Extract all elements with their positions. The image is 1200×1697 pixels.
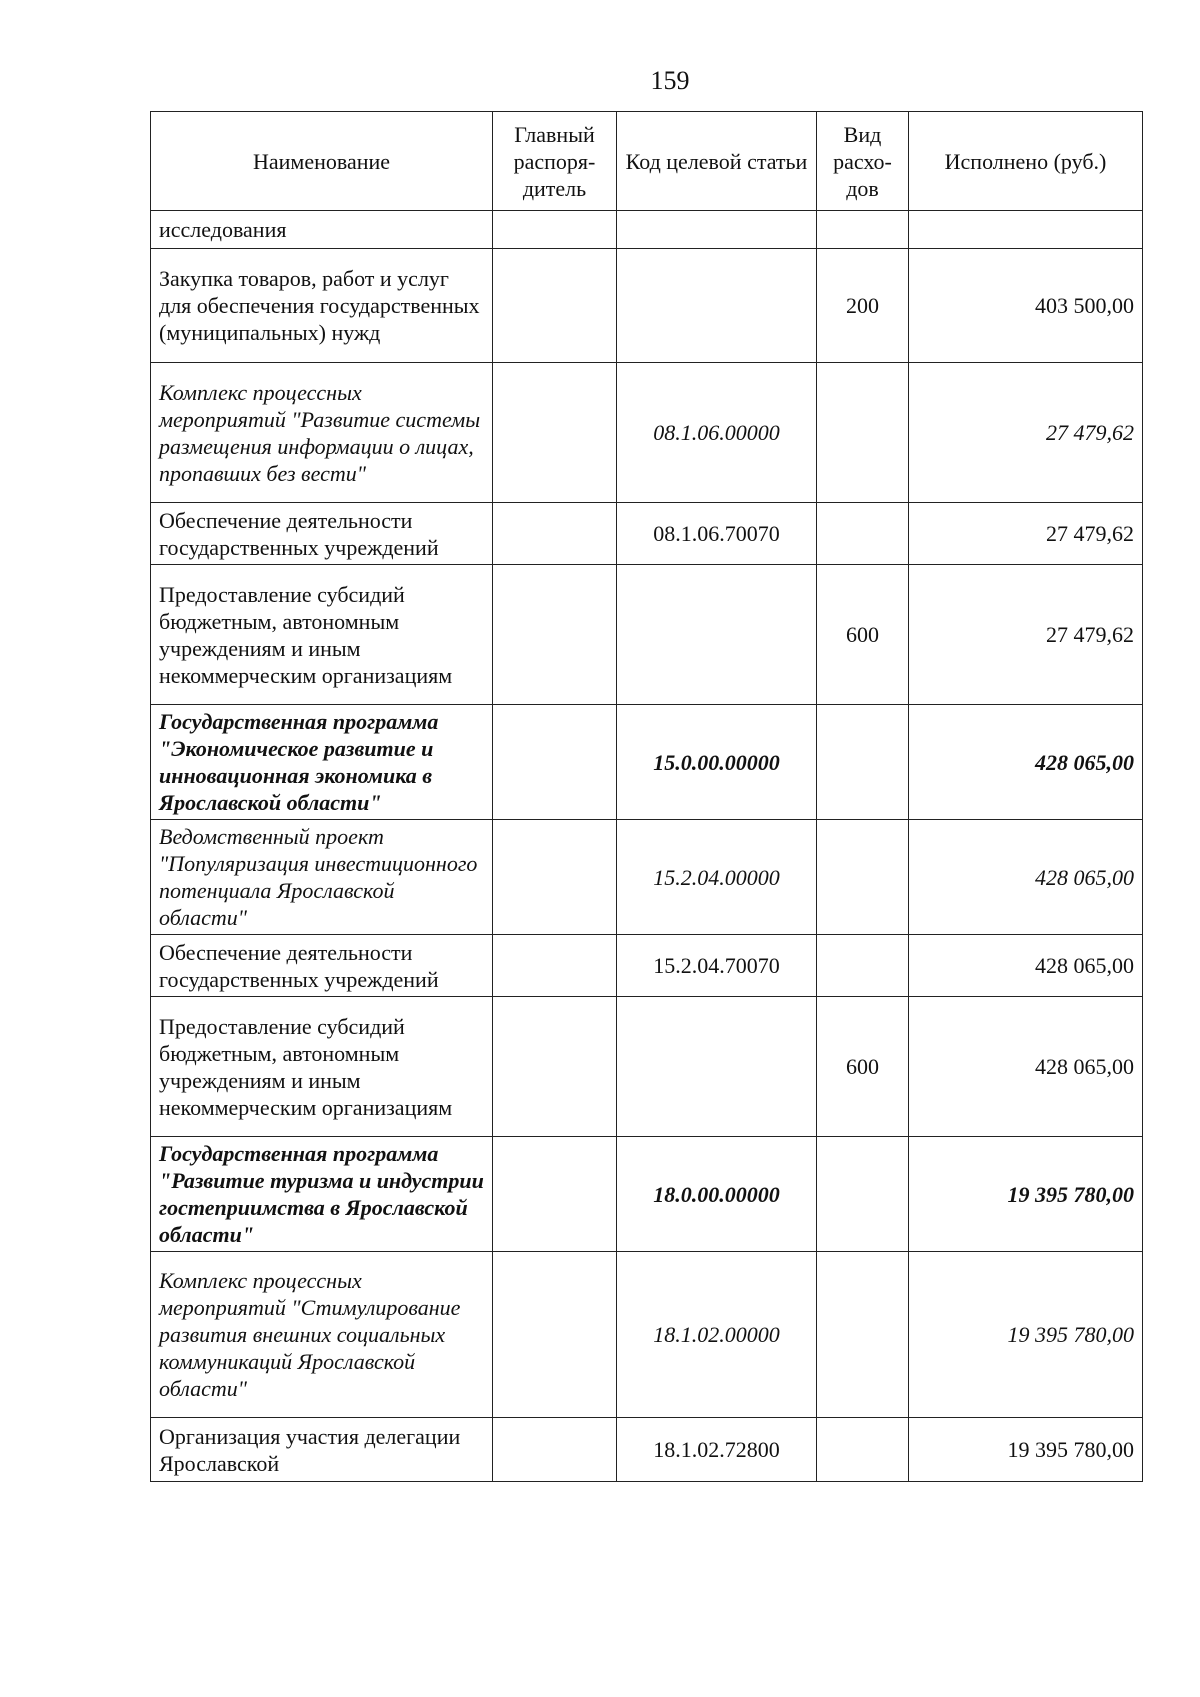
table-row	[151, 820, 1143, 935]
table-row	[151, 935, 1143, 997]
row-target-code-cell: 15.2.04.00000	[617, 820, 817, 935]
row-expense-type-cell	[817, 935, 909, 997]
row-main-manager-cell	[493, 1137, 617, 1252]
row-target-code-cell: 18.1.02.72800	[617, 1418, 817, 1482]
row-name-cell: Комплекс процессных мероприятий "Стимулирование развития внешних социальных коммуникаций Ярославской области"	[151, 1252, 493, 1418]
row-expense-type-cell	[817, 820, 909, 935]
table-row	[151, 211, 1143, 249]
row-main-manager-cell	[493, 565, 617, 705]
row-main-manager-cell	[493, 997, 617, 1137]
table-header-row	[151, 112, 1143, 211]
row-expense-type-cell	[817, 1418, 909, 1482]
row-amount-cell: 428 065,00	[909, 935, 1143, 997]
row-target-code-cell: 18.0.00.00000	[617, 1137, 817, 1252]
row-expense-type-cell: 600	[817, 565, 909, 705]
row-target-code-cell	[617, 211, 817, 249]
row-expense-type-cell	[817, 503, 909, 565]
row-expense-type-cell	[817, 1137, 909, 1252]
row-amount-cell: 19 395 780,00	[909, 1418, 1143, 1482]
row-name-cell: Обеспечение деятельности государственных учреждений	[151, 503, 493, 565]
table-row	[151, 705, 1143, 820]
row-target-code-cell: 08.1.06.70070	[617, 503, 817, 565]
row-name-cell: Комплекс процессных мероприятий "Развитие системы размещения информации о лицах, пропавших без вести"	[151, 363, 493, 503]
row-main-manager-cell	[493, 363, 617, 503]
row-expense-type-cell: 600	[817, 997, 909, 1137]
row-name-cell: Предоставление субсидий бюджетным, автономным учреждениям и иным некоммерческим организациям	[151, 565, 493, 705]
table-row	[151, 997, 1143, 1137]
page-number: 159	[650, 66, 690, 95]
header-executed-amount: Исполнено (руб.)	[909, 112, 1143, 211]
table-row	[151, 1418, 1143, 1482]
row-amount-cell: 27 479,62	[909, 503, 1143, 565]
row-target-code-cell: 15.0.00.00000	[617, 705, 817, 820]
table-row	[151, 249, 1143, 363]
header-main-manager: Главный распоря-дитель	[493, 112, 617, 211]
row-target-code-cell	[617, 565, 817, 705]
header-target-code: Код целевой статьи	[617, 112, 817, 211]
row-main-manager-cell	[493, 1252, 617, 1418]
row-amount-cell: 428 065,00	[909, 705, 1143, 820]
row-name-cell: Обеспечение деятельности государственных учреждений	[151, 935, 493, 997]
row-target-code-cell	[617, 249, 817, 363]
row-amount-cell: 19 395 780,00	[909, 1137, 1143, 1252]
row-main-manager-cell	[493, 705, 617, 820]
row-name-cell: Государственная программа "Экономическое развитие и инновационная экономика в Ярославской области"	[151, 705, 493, 820]
table-row	[151, 503, 1143, 565]
row-expense-type-cell	[817, 211, 909, 249]
table-row	[151, 1252, 1143, 1418]
row-main-manager-cell	[493, 503, 617, 565]
table-body	[151, 211, 1143, 1482]
row-target-code-cell: 18.1.02.00000	[617, 1252, 817, 1418]
row-amount-cell: 19 395 780,00	[909, 1252, 1143, 1418]
row-name-cell: Организация участия делегации Ярославской	[151, 1418, 493, 1482]
row-main-manager-cell	[493, 935, 617, 997]
row-main-manager-cell	[493, 249, 617, 363]
header-name: Наименование	[151, 112, 493, 211]
row-name-cell: Закупка товаров, работ и услуг для обеспечения государственных (муниципальных) нужд	[151, 249, 493, 363]
row-name-cell: Предоставление субсидий бюджетным, автономным учреждениям и иным некоммерческим организациям	[151, 997, 493, 1137]
table-row	[151, 1137, 1143, 1252]
row-amount-cell: 428 065,00	[909, 820, 1143, 935]
row-target-code-cell	[617, 997, 817, 1137]
row-name-cell: Государственная программа "Развитие туризма и индустрии гостеприимства в Ярославской области"	[151, 1137, 493, 1252]
row-target-code-cell: 08.1.06.00000	[617, 363, 817, 503]
row-amount-cell: 27 479,62	[909, 363, 1143, 503]
table-row	[151, 565, 1143, 705]
row-expense-type-cell: 200	[817, 249, 909, 363]
table-row	[151, 363, 1143, 503]
row-name-cell: исследования	[151, 211, 493, 249]
row-target-code-cell: 15.2.04.70070	[617, 935, 817, 997]
row-main-manager-cell	[493, 820, 617, 935]
row-name-cell: Ведомственный проект "Популяризация инвестиционного потенциала Ярославской области"	[151, 820, 493, 935]
row-main-manager-cell	[493, 211, 617, 249]
header-expense-type: Вид расхо-дов	[817, 112, 909, 211]
row-expense-type-cell	[817, 1252, 909, 1418]
row-expense-type-cell	[817, 363, 909, 503]
row-main-manager-cell	[493, 1418, 617, 1482]
row-amount-cell: 403 500,00	[909, 249, 1143, 363]
row-expense-type-cell	[817, 705, 909, 820]
budget-execution-table	[150, 111, 1143, 1482]
row-amount-cell	[909, 211, 1143, 249]
row-amount-cell: 27 479,62	[909, 565, 1143, 705]
row-amount-cell: 428 065,00	[909, 997, 1143, 1137]
